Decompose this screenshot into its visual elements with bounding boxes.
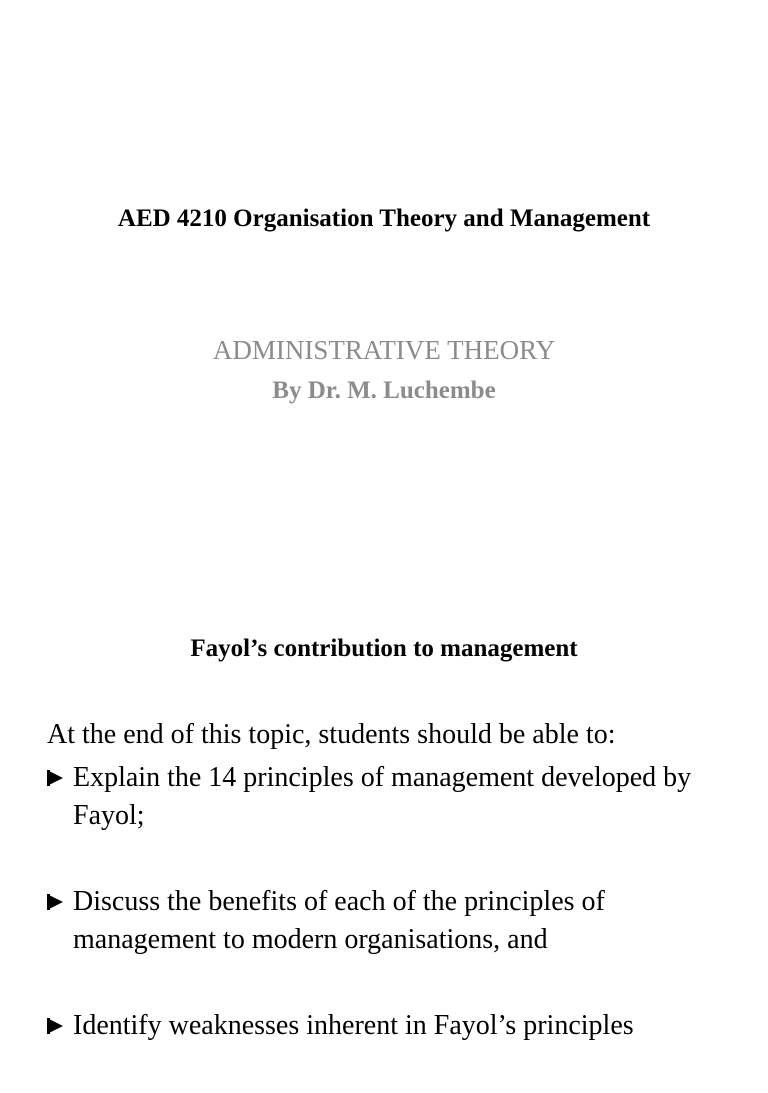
objective-text: Discuss the benefits of each of the principles of management to modern organisations, and [73, 886, 605, 955]
objectives-list [47, 759, 747, 1093]
title-slide [0, 0, 768, 512]
arrow-bullet-icon [47, 894, 63, 910]
course-title: AED 4210 Organisation Theory and Management [117, 205, 651, 232]
objective-item [47, 883, 723, 959]
topic-title: Fayol’s contribution to management [190, 635, 578, 662]
objectives-slide [0, 512, 768, 1041]
lecture-title: ADMINISTRATIVE THEORY [212, 335, 556, 365]
objective-item [47, 1007, 723, 1045]
arrow-bullet-icon [47, 770, 63, 786]
objective-text: Explain the 14 principles of management developed by Fayol; [73, 762, 692, 831]
lecture-author: By Dr. M. Luchembe [272, 377, 496, 404]
arrow-bullet-icon [47, 1018, 63, 1034]
objective-text: Identify weaknesses inherent in Fayol’s principles [73, 1010, 634, 1041]
objectives-intro: At the end of this topic, students should be able to: [47, 719, 616, 750]
objective-item [47, 759, 723, 835]
